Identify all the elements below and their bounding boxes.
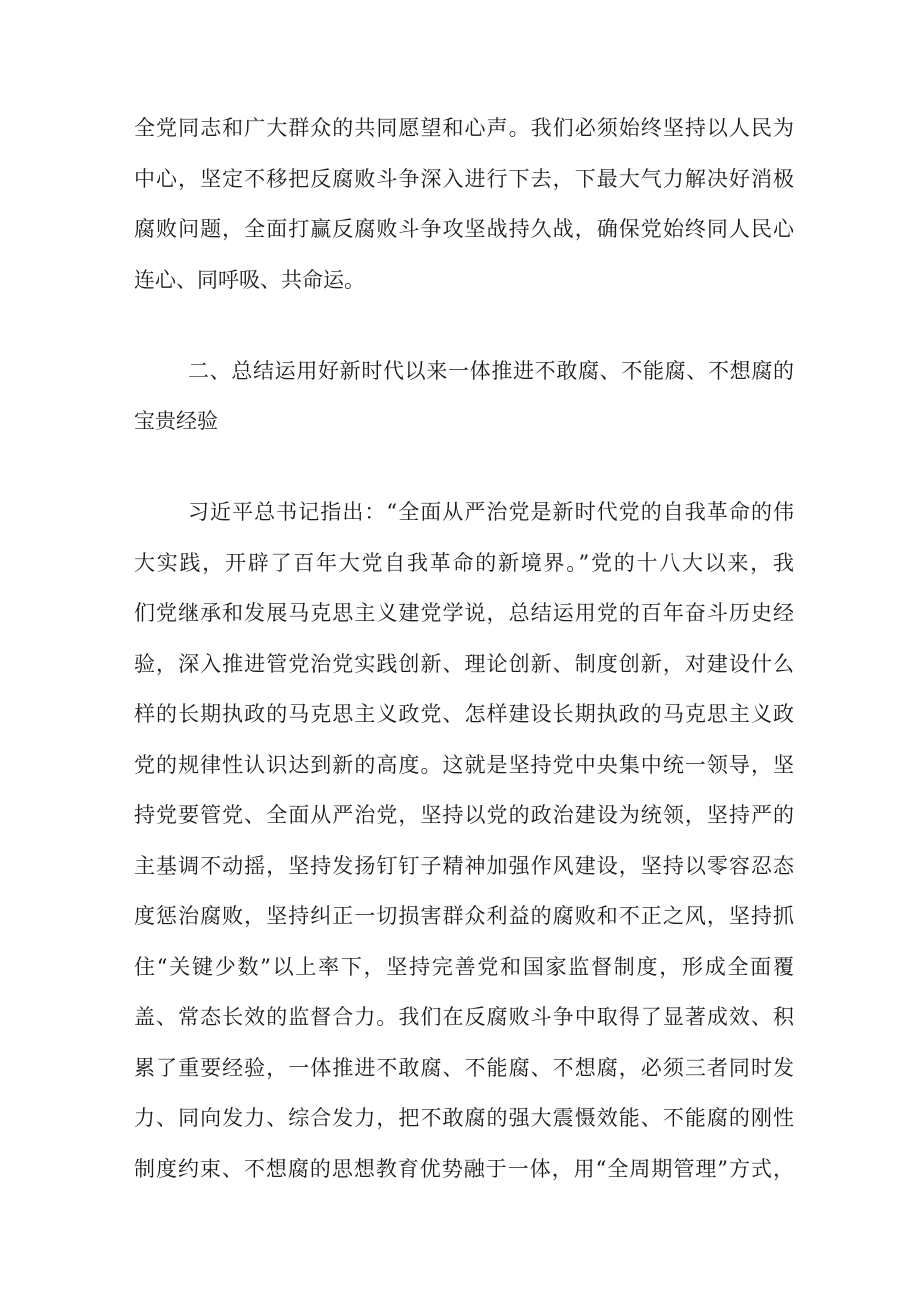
paragraph-line: 全党同志和广大群众的共同愿望和心声。我们必须始终坚持以人民为: [134, 116, 794, 140]
paragraph-line: 中心，坚定不移把反腐败斗争深入进行下去，下最大气力解决好消极: [134, 167, 794, 191]
paragraph-line: 腐败问题，全面打赢反腐败斗争攻坚战持久战，确保党始终同人民心: [134, 217, 794, 241]
paragraph-line: 持党要管党、全面从严治党，坚持以党的政治建设为统领，坚持严的: [134, 803, 794, 827]
paragraph-line: 连心、同呼吸、共命运。: [134, 268, 365, 292]
section-heading-line: 二、总结运用好新时代以来一体推进不敢腐、不能腐、不想腐的: [188, 359, 794, 383]
paragraph-line: 力、同向发力、综合发力，把不敢腐的强大震慑效能、不能腐的刚性: [134, 1106, 794, 1130]
paragraph-line: 样的长期执政的马克思主义政党、怎样建设长期执政的马克思主义政: [134, 702, 794, 726]
paragraph-line: 累了重要经验，一体推进不敢腐、不能腐、不想腐，必须三者同时发: [134, 1056, 794, 1080]
paragraph-line: 住“关键少数”以上率下，坚持完善党和国家监督制度，形成全面覆: [134, 955, 794, 979]
paragraph-line: 盖、常态长效的监督合力。我们在反腐败斗争中取得了显著成效、积: [134, 1005, 794, 1029]
paragraph-line: 主基调不动摇，坚持发扬钉钉子精神加强作风建设，坚持以零容忍态: [134, 854, 794, 878]
paragraph-line: 习近平总书记指出：“全面从严治党是新时代党的自我革命的伟: [188, 500, 794, 524]
paragraph-line: 们党继承和发展马克思主义建党学说，总结运用党的百年奋斗历史经: [134, 601, 794, 625]
section-heading-line: 宝贵经验: [134, 409, 218, 433]
paragraph-line: 党的规律性认识达到新的高度。这就是坚持党中央集中统一领导，坚: [134, 753, 794, 777]
paragraph-line: 度惩治腐败，坚持纠正一切损害群众利益的腐败和不正之风，坚持抓: [134, 904, 794, 928]
paragraph-line: 验，深入推进管党治党实践创新、理论创新、制度创新，对建设什么: [134, 652, 794, 676]
paragraph-line: 大实践，开辟了百年大党自我革命的新境界。”党的十八大以来，我: [134, 551, 794, 575]
paragraph-line: 制度约束、不想腐的思想教育优势融于一体，用“全周期管理”方式，: [134, 1157, 794, 1181]
